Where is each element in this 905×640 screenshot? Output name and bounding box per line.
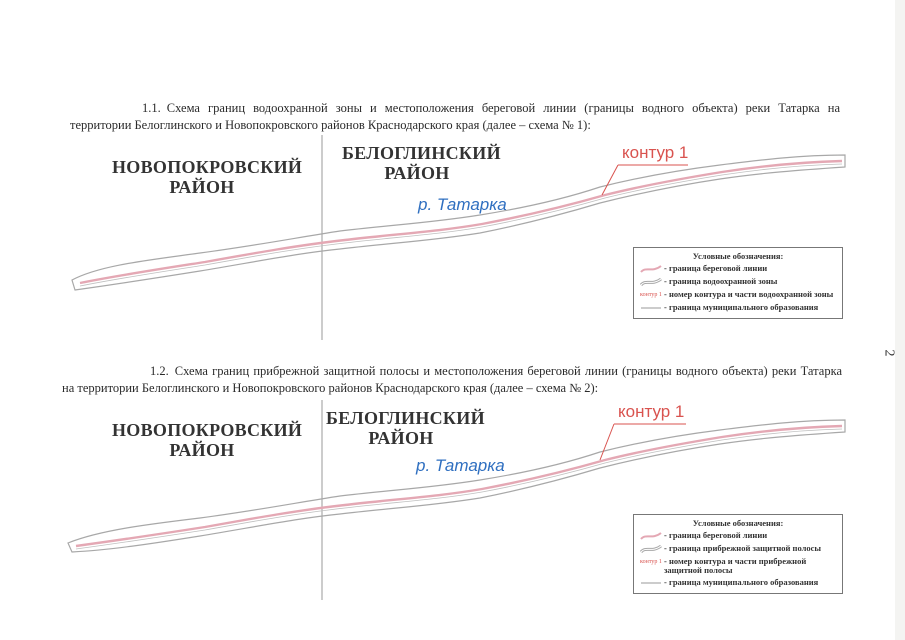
- scheme-1-caption: [70, 100, 840, 134]
- scheme-1-river-label: р. Татарка: [418, 195, 507, 214]
- scheme-1-map: [0, 135, 895, 340]
- legend-item-contour: контур 1 - номер контура и части прибрежной защитной полосы: [640, 556, 807, 575]
- zone-symbol-icon: [640, 277, 662, 287]
- municipal-symbol-icon: [640, 578, 662, 588]
- contour-symbol-icon: контур 1: [640, 559, 662, 565]
- shoreline-symbol-icon: [640, 531, 662, 541]
- legend-item-municipal: - граница муниципального образования: [640, 303, 836, 313]
- legend-item-shoreline: - граница береговой линии: [640, 531, 836, 541]
- scheme-2-map: [0, 400, 895, 600]
- scheme-2-caption: [62, 363, 842, 397]
- legend-item-zone: - граница водоохранной зоны: [640, 277, 836, 287]
- scheme-2-river-label: р. Татарка: [416, 456, 505, 475]
- scheme-2-text: Схема границ прибрежной защитной полосы и местоположения береговой линии (границы водного объекта) реки Татарка на территории Белоглинского и Новопокровского районов Краснодарского края (далее – схема № 2):: [62, 364, 842, 395]
- contour-leader: [602, 165, 618, 195]
- shoreline-symbol-icon: [640, 264, 662, 274]
- legend-title: Условные обозначения:: [692, 518, 784, 528]
- scheme-2-contour-label: контур 1: [618, 402, 685, 421]
- scheme-2-district-left: НОВОПОКРОВСКИЙ РАЙОН: [112, 420, 303, 460]
- legend-title: Условные обозначения:: [692, 251, 784, 261]
- scheme-1-text: Схема границ водоохранной зоны и местоположения береговой линии (границы водного объекта) реки Татарка на территории Белоглинского и Новопокровского районов Краснодарского края (далее – схема № 1):: [70, 101, 840, 132]
- coastal-strip-symbol-icon: [640, 544, 662, 554]
- legend-item-contour: контур 1 - номер контура и части водоохранной зоны: [640, 289, 834, 299]
- legend-item-municipal: - граница муниципального образования: [640, 578, 836, 588]
- scheme-2-district-right: БЕЛОГЛИНСКИЙ РАЙОН: [326, 408, 485, 448]
- contour-symbol-icon: контур 1: [640, 292, 662, 298]
- scheme-2-number: 1.2.: [150, 364, 169, 378]
- legend-item-shoreline: - граница береговой линии: [640, 264, 836, 274]
- page-number: 2: [881, 349, 897, 357]
- municipal-symbol-icon: [640, 303, 662, 313]
- scheme-2-legend: [633, 514, 843, 594]
- scheme-1-contour-label: контур 1: [622, 143, 689, 162]
- scheme-1-district-left: НОВОПОКРОВСКИЙ РАЙОН: [112, 157, 303, 197]
- contour-leader: [600, 424, 614, 460]
- legend-item-coastal-strip: - граница прибрежной защитной полосы: [640, 544, 836, 554]
- scheme-1-district-right: БЕЛОГЛИНСКИЙ РАЙОН: [342, 143, 501, 183]
- scheme-1-legend: [633, 247, 843, 319]
- scheme-1-number: 1.1.: [142, 101, 161, 115]
